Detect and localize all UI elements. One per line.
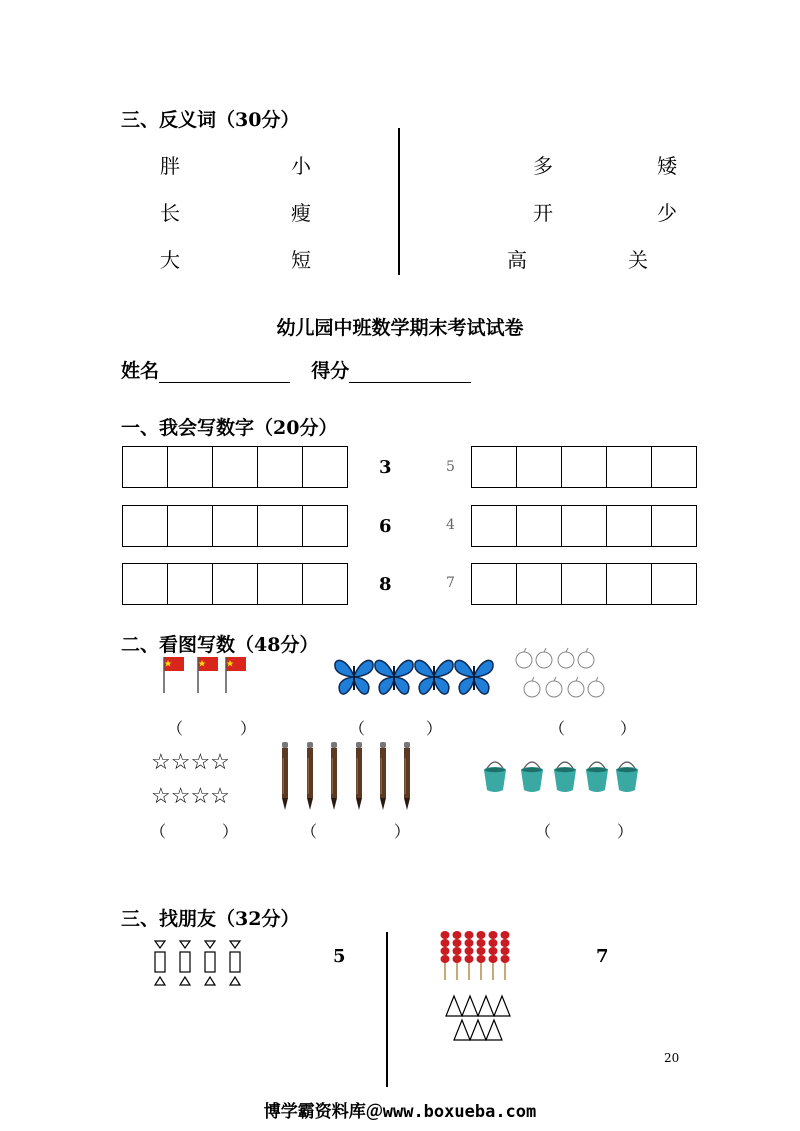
bucket-icon bbox=[521, 762, 543, 792]
write-box[interactable] bbox=[652, 447, 696, 487]
antonym-word: 高 bbox=[507, 248, 527, 272]
write-box[interactable] bbox=[652, 506, 696, 546]
paren-close: ） bbox=[617, 822, 634, 841]
write-box[interactable] bbox=[168, 564, 213, 604]
haw-icon bbox=[465, 931, 474, 980]
name-label: 姓名 bbox=[121, 360, 160, 382]
haw-icon bbox=[441, 931, 450, 980]
write-box[interactable] bbox=[213, 564, 258, 604]
pen-icon bbox=[356, 742, 362, 810]
write-box[interactable] bbox=[472, 447, 517, 487]
pen-icon bbox=[380, 742, 386, 810]
triangle-icon bbox=[478, 996, 494, 1016]
write-box-row[interactable] bbox=[122, 446, 348, 488]
butterflies-picture bbox=[334, 656, 498, 698]
antonyms-title: 三、反义词（30分） bbox=[121, 109, 300, 131]
answer-blank[interactable] bbox=[186, 716, 236, 736]
section2-title: 二、看图写数（48分） bbox=[121, 634, 319, 656]
write-box[interactable] bbox=[562, 447, 607, 487]
apple-icon bbox=[588, 677, 604, 697]
antonym-word: 开 bbox=[533, 201, 553, 225]
flag-icon bbox=[164, 657, 184, 693]
write-box[interactable] bbox=[607, 447, 652, 487]
write-box-row[interactable] bbox=[471, 505, 697, 547]
antonym-word: 关 bbox=[628, 248, 648, 272]
score-field[interactable] bbox=[349, 362, 471, 383]
paren-close: ） bbox=[240, 719, 257, 738]
write-box[interactable] bbox=[517, 564, 562, 604]
pen-icon bbox=[404, 742, 410, 810]
stars-row: ☆☆☆☆ bbox=[151, 750, 230, 775]
apple-icon bbox=[568, 677, 584, 697]
apple-icon bbox=[516, 648, 532, 668]
name-field[interactable] bbox=[159, 362, 290, 383]
butterfly-icon bbox=[335, 660, 373, 694]
paren-close: ） bbox=[394, 822, 411, 841]
section3-title: 三、找朋友（32分） bbox=[121, 908, 300, 930]
pens-picture bbox=[280, 740, 416, 812]
antonym-word: 胖 bbox=[160, 154, 180, 178]
antonym-word: 长 bbox=[160, 201, 180, 225]
write-box[interactable] bbox=[303, 506, 347, 546]
antonym-word: 多 bbox=[533, 154, 553, 178]
bucket-icon bbox=[616, 762, 638, 792]
write-box[interactable] bbox=[168, 447, 213, 487]
write-box[interactable] bbox=[213, 447, 258, 487]
candy-icon bbox=[230, 941, 240, 985]
write-box[interactable] bbox=[472, 564, 517, 604]
page-number: 20 bbox=[664, 1051, 680, 1065]
paren-open: （ bbox=[301, 822, 318, 841]
haws-picture bbox=[440, 928, 520, 982]
paren-close: ） bbox=[426, 719, 443, 738]
answer-blank[interactable] bbox=[568, 716, 618, 736]
antonym-word: 小 bbox=[291, 154, 311, 178]
footer-watermark[interactable]: 博学霸资料库＠www.boxueba.com bbox=[263, 1102, 537, 1122]
write-box[interactable] bbox=[562, 564, 607, 604]
write-box[interactable] bbox=[123, 506, 168, 546]
candy-icon bbox=[205, 941, 215, 985]
match-number: 5 bbox=[333, 946, 346, 967]
bucket-icon bbox=[484, 762, 506, 792]
section3-divider bbox=[386, 932, 388, 1087]
score-label: 得分 bbox=[311, 360, 350, 382]
pen-icon bbox=[282, 742, 288, 810]
triangle-icon bbox=[486, 1020, 502, 1040]
apple-icon bbox=[536, 648, 552, 668]
stars-row: ☆☆☆☆ bbox=[151, 784, 230, 809]
write-box[interactable] bbox=[168, 506, 213, 546]
bucket-icon bbox=[586, 762, 608, 792]
haw-icon bbox=[489, 931, 498, 980]
write-box[interactable] bbox=[517, 506, 562, 546]
apple-icon bbox=[558, 648, 574, 668]
apple-icon bbox=[546, 677, 562, 697]
antonym-word: 大 bbox=[160, 248, 180, 272]
given-number: 6 bbox=[379, 516, 392, 537]
write-box[interactable] bbox=[123, 447, 168, 487]
triangle-icon bbox=[494, 996, 510, 1016]
apple-icon bbox=[524, 677, 540, 697]
triangle-icon bbox=[446, 996, 462, 1016]
flag-icon bbox=[198, 657, 218, 693]
paren-close: ） bbox=[620, 719, 637, 738]
write-box[interactable] bbox=[258, 506, 303, 546]
bucket-icon bbox=[554, 762, 576, 792]
antonym-word: 少 bbox=[657, 201, 677, 225]
triangle-icon bbox=[454, 1020, 470, 1040]
write-box[interactable] bbox=[607, 564, 652, 604]
match-number: 7 bbox=[596, 946, 609, 967]
exam-title: 幼儿园中班数学期末考试试卷 bbox=[276, 317, 524, 339]
write-box-row[interactable] bbox=[122, 563, 348, 605]
given-number-light: 5 bbox=[446, 459, 455, 475]
write-box[interactable] bbox=[258, 447, 303, 487]
write-box[interactable] bbox=[472, 506, 517, 546]
write-box[interactable] bbox=[123, 564, 168, 604]
write-box-row[interactable] bbox=[122, 505, 348, 547]
answer-blank[interactable] bbox=[170, 819, 220, 839]
pen-icon bbox=[307, 742, 313, 810]
paren-open: （ bbox=[167, 719, 184, 738]
write-box[interactable] bbox=[213, 506, 258, 546]
butterfly-icon bbox=[455, 660, 493, 694]
triangle-icon bbox=[470, 1020, 486, 1040]
candy-icon bbox=[155, 941, 165, 985]
pen-icon bbox=[331, 742, 337, 810]
given-number-light: 7 bbox=[446, 575, 455, 591]
section1-title: 一、我会写数字（20分） bbox=[121, 417, 338, 439]
haw-icon bbox=[501, 931, 510, 980]
paren-open: （ bbox=[150, 822, 167, 841]
write-box[interactable] bbox=[303, 447, 347, 487]
name-score-line bbox=[121, 356, 471, 383]
antonym-word: 短 bbox=[291, 248, 311, 272]
antonyms-divider bbox=[398, 128, 400, 275]
butterfly-icon bbox=[415, 660, 453, 694]
write-box[interactable] bbox=[303, 564, 347, 604]
triangle-icon bbox=[462, 996, 478, 1016]
write-box-row[interactable] bbox=[471, 563, 697, 605]
write-box[interactable] bbox=[652, 564, 696, 604]
haw-icon bbox=[477, 931, 486, 980]
answer-blank[interactable] bbox=[554, 819, 614, 839]
apple-icon bbox=[578, 648, 594, 668]
candy-icon bbox=[180, 941, 190, 985]
butterfly-icon bbox=[375, 660, 413, 694]
given-number: 8 bbox=[379, 574, 392, 595]
paren-open: （ bbox=[549, 719, 566, 738]
apples-picture bbox=[514, 647, 606, 709]
triangles-picture bbox=[444, 994, 514, 1042]
candies-picture bbox=[152, 940, 248, 988]
flag-icon bbox=[226, 657, 246, 693]
buckets-picture bbox=[483, 760, 643, 796]
write-box-row[interactable] bbox=[471, 446, 697, 488]
write-box[interactable] bbox=[607, 506, 652, 546]
antonym-word: 瘦 bbox=[291, 201, 311, 225]
write-box[interactable] bbox=[258, 564, 303, 604]
paren-close: ） bbox=[222, 822, 239, 841]
paren-open: （ bbox=[535, 822, 552, 841]
haw-icon bbox=[453, 931, 462, 980]
write-box[interactable] bbox=[517, 447, 562, 487]
paren-open: （ bbox=[349, 719, 366, 738]
given-number: 3 bbox=[379, 457, 392, 478]
antonym-word: 矮 bbox=[657, 154, 677, 178]
given-number-light: 4 bbox=[446, 517, 455, 533]
answer-blank[interactable] bbox=[368, 716, 423, 736]
write-box[interactable] bbox=[562, 506, 607, 546]
answer-blank[interactable] bbox=[320, 819, 390, 839]
flags-picture bbox=[160, 655, 250, 695]
